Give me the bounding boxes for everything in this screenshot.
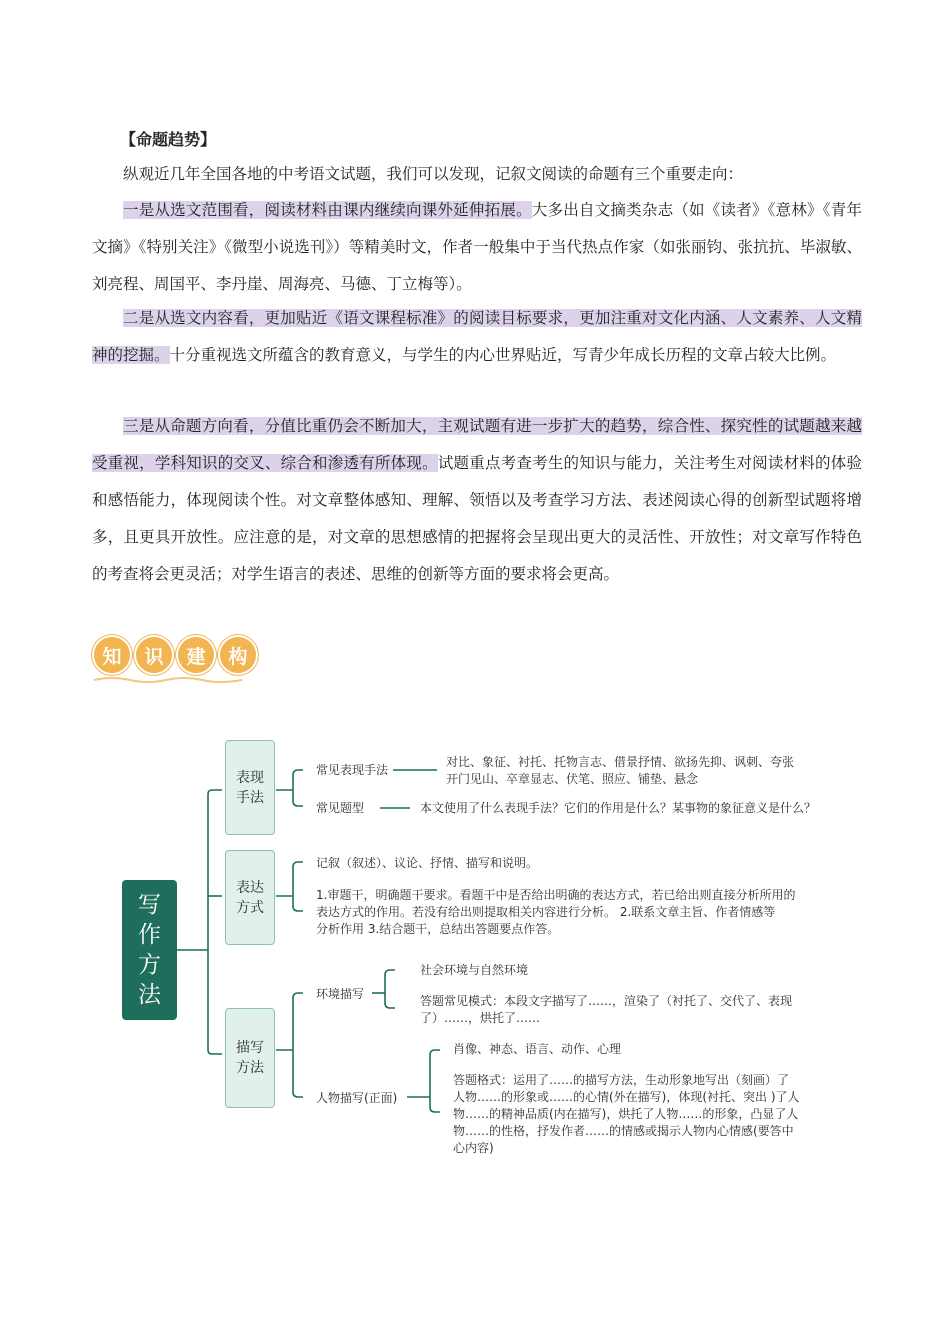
paragraph-text: 大多出自文摘类杂志（如《读者》《意林》《青年文摘》《特别关注》《微型小说选刊》）等精美时文，作者一般集中于当代热点作家（如张丽钧、张抗抗、毕淑敏、刘亮程、周国平、李丹崖、周海亮、马德、丁立梅等）。 [92, 201, 862, 293]
badge-char: 建 [176, 635, 216, 675]
leaf-expression-types: 记叙（叙述）、议论、抒情、描写和说明。 [316, 856, 539, 870]
node-label: 描写 [236, 1040, 264, 1056]
leaf-techniques-list-2: 开门见山、卒章显志、伏笔、照应、铺垫、悬念 [446, 772, 699, 786]
leaf-techniques-list-1: 对比、象征、衬托、托物言志、借景抒情、欲扬先抑、讽刺、夸张 [446, 755, 795, 769]
node-biaoxian-shoufa [225, 740, 275, 835]
badge-char: 构 [218, 635, 258, 675]
paragraph-text: 纵观近几年全国各地的中考语文试题，我们可以发现，记叙文阅读的命题有三个重要走向： [123, 165, 744, 183]
root-char: 作 [138, 922, 161, 948]
leaf-character-answer-2: 人物……的形象或……的心情(外在描写)，体现(衬托、突出 )了人 [453, 1090, 800, 1104]
node-label: 手法 [236, 789, 264, 806]
badge-char: 识 [134, 635, 174, 675]
leaf-expression-method-3: 分析作用 3.结合题干，总结出答题要点作答。 [316, 922, 560, 936]
highlight-text: 一是从选文范围看，阅读材料由课内继续向课外延伸拓展。 [123, 201, 532, 219]
leaf-environment-answer-1: 答题常见模式：本段文字描写了……，渲染了（衬托了、交代了、表现 [420, 994, 793, 1008]
leaf-character-aspects: 肖像、神态、语言、动作、心理 [453, 1042, 622, 1056]
leaf-expression-method-1: 1.审题干，明确题干要求。看题干中是否给出明确的表达方式，若已给出则直接分析所用的 [316, 888, 796, 902]
root-char: 方 [138, 952, 161, 978]
leaf-environment-answer-2: 了）……，烘托了…… [420, 1011, 541, 1025]
leaf-character-answer-1: 答题格式：运用了……的描写方法，生动形象地写出（刻画）了 [453, 1073, 790, 1087]
leaf-environment-description: 环境描写 [316, 987, 365, 1001]
node-label: 表现 [236, 769, 264, 786]
leaf-character-answer-5: 心内容) [453, 1141, 494, 1155]
highlight-text: 三是从命题方向看，分值比重仍会不断加大，主观试题有进一步扩大的趋势，综合性、探究性的试题越来越受重视，学科知识的交叉、综合和渗透有所体现。 [92, 417, 862, 472]
root-char: 法 [138, 982, 161, 1008]
node-label: 方式 [236, 899, 264, 916]
paragraph-text: 试题重点考查考生的知识与能力，关注考生对阅读材料的体验和感悟能力，体现阅读个性。对文章整体感知、理解、领悟以及考查学习方法、表述阅读心得的创新型试题将增多，且更具开放性。应注意的是，对文章的思想感情的把握将会呈现出更大的灵活性、开放性；对文章写作特色的考查将会更灵活；对学生语言的表述、思维的创新等方面的要求将会更高。 [92, 454, 862, 583]
leaf-character-answer-4: 物……的性格，抒发作者……的情感或揭示人物内心情感(要答中 [453, 1124, 794, 1138]
paragraph-text: 十分重视选文所蕴含的教育意义，与学生的内心世界贴近，写青少年成长历程的文章占较大比例。 [169, 346, 837, 364]
badge-char: 知 [92, 635, 132, 675]
node-label: 方法 [236, 1060, 264, 1076]
node-biaoda-fangshi [225, 850, 275, 945]
leaf-character-answer-3: 物……的精神品质(内在描写)，烘托了人物……的形象，凸显了人 [453, 1107, 799, 1121]
leaf-character-description: 人物描写(正面) [316, 1091, 398, 1105]
section-heading: 【命题趋势】 [120, 130, 217, 149]
leaf-common-techniques: 常见表现手法 [316, 763, 389, 777]
mindmap-root-node [122, 880, 177, 1020]
node-miaoxie-fangfa [225, 1008, 275, 1108]
node-label: 表达 [236, 879, 264, 896]
highlight-text: 二是从选文内容看，更加贴近《语文课程标准》的阅读目标要求，更加注重对文化内涵、人文素养、人文精神的挖掘。 [92, 309, 862, 364]
leaf-questions-detail: 本文使用了什么表现手法？它们的作用是什么？某事物的象征意义是什么？ [420, 801, 817, 815]
leaf-expression-method-2: 表达方式的作用。若没有给出则提取相关内容进行分析。 2.联系文章主旨、作者情感等 [316, 905, 776, 919]
root-char: 写 [138, 892, 161, 918]
leaf-common-questions: 常见题型 [316, 801, 365, 815]
leaf-environment-types: 社会环境与自然环境 [420, 963, 529, 977]
